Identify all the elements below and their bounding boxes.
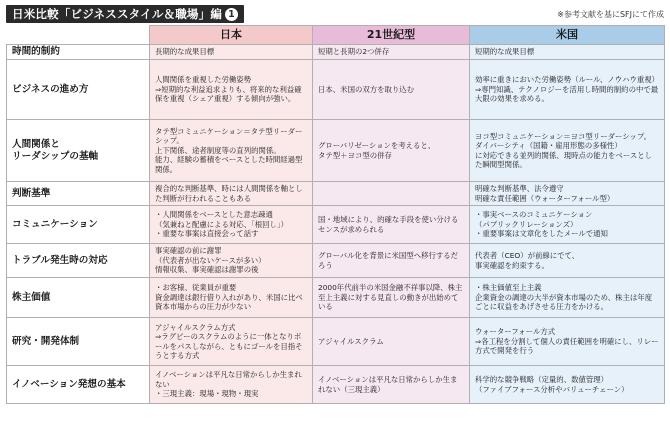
21st-century-cell: グローバル化を背景に米国型へ移行するだろう: [313, 244, 470, 278]
table-row: [7, 206, 665, 244]
usa-cell: 科学的な競争戦略（定量的、数値管理） （ファイブフォース分析やバリューチェーン）: [470, 366, 665, 404]
header-japan: 日本: [150, 26, 313, 45]
row-label: トラブル発生時の対応: [7, 244, 150, 278]
table-row: [7, 366, 665, 404]
table-row: [7, 120, 665, 182]
comparison-table: [6, 25, 665, 404]
table-row: [7, 278, 665, 318]
header-21st-century: 21世紀型: [313, 26, 470, 45]
21st-century-cell: 国・地域により、的確な手段を使い分けるセンスが求められる: [313, 206, 470, 244]
usa-cell: 明確な判断基準、法令遵守 明確な責任範囲（ウォーターフォール型）: [470, 182, 665, 206]
japan-cell: アジャイルスクラム方式 ⇒ラグビーのスクラムのように一体となりボールをパスしながら、ともにゴールを目指そうとする方式: [150, 318, 313, 366]
row-label: コミュニケーション: [7, 206, 150, 244]
japan-cell: ・人間関係をベースとした意志疎通 （気兼ねと配慮による対応、「根回し」） ・重要な事案は直接会って話す: [150, 206, 313, 244]
21st-century-cell: グローバリゼーションを考えると、 タテ型＋ヨコ型の併存: [313, 120, 470, 182]
usa-cell: 効率に重きにおいた労働姿勢（ルール、ノウハウ重視）⇒専門知識、テクノロジーを活用し時間的制約の中で最大限の効果を求める。: [470, 60, 665, 120]
source-note: ※参考文献を基にSFJにて作成: [557, 10, 664, 19]
21st-century-cell: 短期と長期の2つ併存: [313, 45, 470, 60]
row-label: 株主価値: [7, 278, 150, 318]
japan-cell: 複合的な判断基準、時には人間関係を軸とした判断が行われることもある: [150, 182, 313, 206]
row-label: 研究・開発体制: [7, 318, 150, 366]
table-row: [7, 60, 665, 120]
header-row: [7, 26, 665, 45]
japan-cell: ・お客様、従業員が重要 資金調達は銀行借り入れがあり、米国に比べ資本市場からの圧力が少ない: [150, 278, 313, 318]
row-label: イノベーション発想の基本: [7, 366, 150, 404]
usa-cell: ヨコ型コミュニケーション＝ヨコ型リーダーシップ。 ダイバーシティ（国籍・雇用形態の多様性） に対応できる並列的関係、現時点の能力をベースとした瞬間型関係。: [470, 120, 665, 182]
title-number-badge: 1: [225, 8, 238, 21]
row-label: 人間関係と リーダシップの基軸: [7, 120, 150, 182]
21st-century-cell: イノベーションは平凡な日常からしか生まれない（三現主義）: [313, 366, 470, 404]
row-label: 判断基準: [7, 182, 150, 206]
table-row: [7, 244, 665, 278]
japan-cell: タテ型コミュニケーション＝タテ型リーダーシップ。 上下関係、途者制度等の直列的関係。 能力、経験の蓄積をベースとした時間経過型関係。: [150, 120, 313, 182]
usa-cell: ウォーターフォール方式 ⇒各工程を分割して個人の責任範囲を明確にし、リレー方式で開発を行う: [470, 318, 665, 366]
title-bar: [6, 5, 244, 23]
header-usa: 米国: [470, 26, 665, 45]
page-title: 日米比較「ビジネススタイル＆職場」編: [12, 7, 223, 21]
table-row: [7, 45, 665, 60]
21st-century-cell: 2000年代前半の米国金融不祥事以降、株主至上主義に対する見直しの動きが出始めている: [313, 278, 470, 318]
row-label: 時間的制約: [7, 45, 150, 60]
japan-cell: 人間関係を重視した労働姿勢 ⇒短期的な利益追求よりも、将来的な利益確保を重視（シェア重視）する傾向が強い。: [150, 60, 313, 120]
japan-cell: 事実確認の前に謝罪 （代表者が出ないケースが多い） 情報収集、事実確認は謝罪の後: [150, 244, 313, 278]
japan-cell: 長期的な成果目標: [150, 45, 313, 60]
usa-cell: 代表者（CEO）が前線にでて、 事実確認を約束する。: [470, 244, 665, 278]
usa-cell: ・株主価値至上主義 企業資金の調達の大半が資本市場のため、株主は年度ごとに収益をあげさせる圧力をかける。: [470, 278, 665, 318]
japan-cell: イノベーションは平凡な日常からしか生まれない ・三現主義：現場・現物・現実: [150, 366, 313, 404]
usa-cell: 短期的な成果目標: [470, 45, 665, 60]
table-row: [7, 318, 665, 366]
21st-century-cell: [313, 182, 470, 206]
table-row: [7, 182, 665, 206]
row-label: ビジネスの進め方: [7, 60, 150, 120]
header-blank: [7, 26, 150, 45]
21st-century-cell: 日本、米国の双方を取り込む: [313, 60, 470, 120]
usa-cell: ・事実ベースのコミュニケーション （パブリックリレーションズ） ・重要事案は文章化をしたメールで通知: [470, 206, 665, 244]
21st-century-cell: アジャイルスクラム: [313, 318, 470, 366]
